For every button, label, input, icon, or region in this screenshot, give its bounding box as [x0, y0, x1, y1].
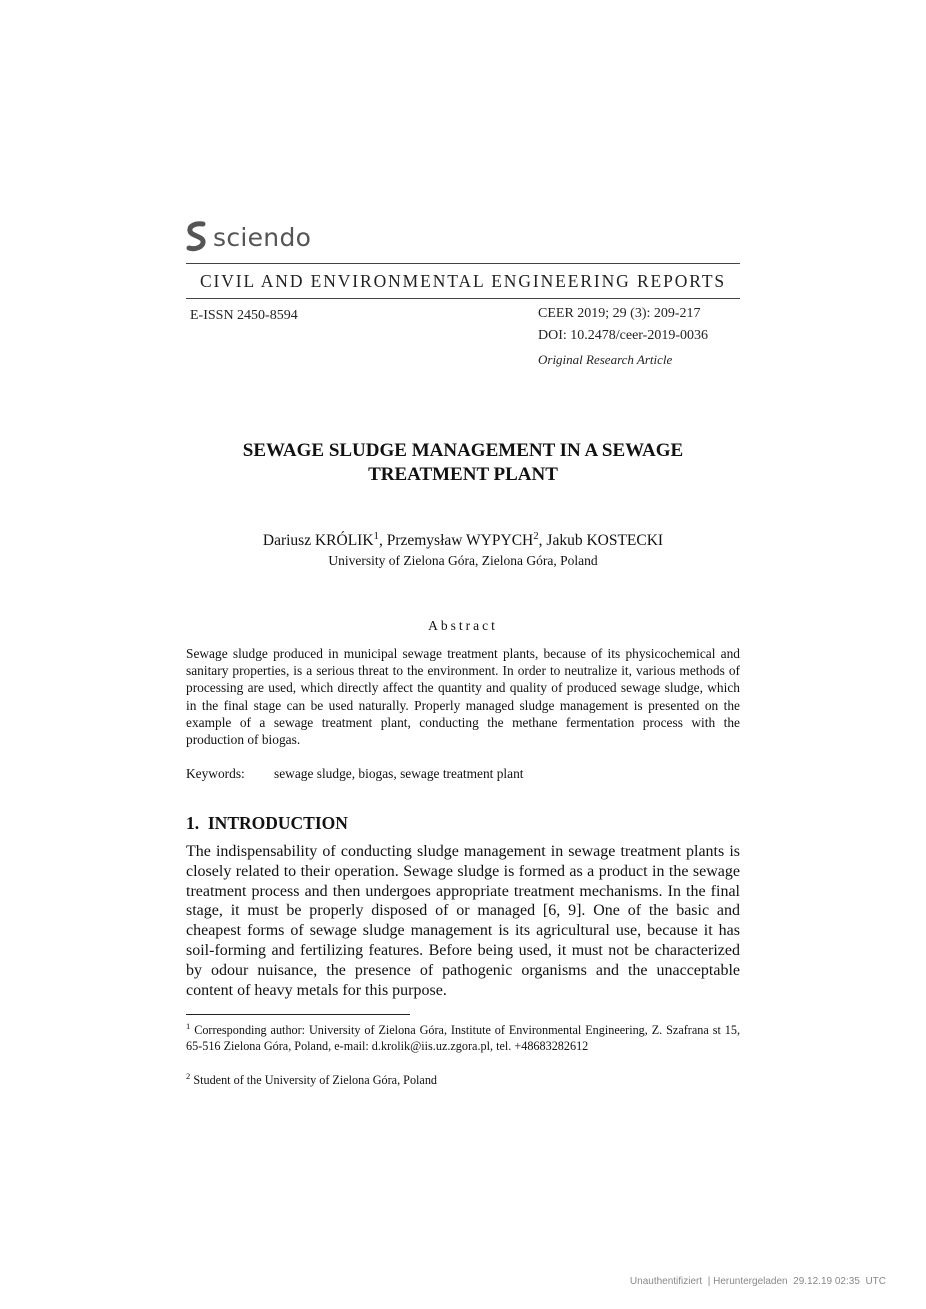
keywords-label: Keywords:: [186, 766, 245, 781]
header-rule-bottom: [186, 298, 740, 299]
download-stamp: Unauthentifiziert | Heruntergeladen 29.12.19 02:35 UTC: [629, 1276, 886, 1287]
author-3: Jakub KOSTECKI: [546, 532, 664, 549]
footnote-1: $^1$ Corresponding author: University of Zielona Góra, Institute of Environmental Engineering, Z. Szafrana st 15, 65-516 Zielona Góra, Poland, e-mail: d.krolik@iis.uz.zgora.pl, tel. +48683282612: [186, 1020, 740, 1053]
author-1: Dariusz KRÓLIK: [262, 532, 374, 549]
article-type: Original Research Article: [538, 352, 673, 367]
abstract-text: Sewage sludge produced in municipal sewage treatment plants, because of its physicochemical and sanitary properties, is a serious threat to the environment. In order to neutralize it, various methods of processing are used, which directly affect the quantity and quality of produced sewage sludge, which in the final stage can be used naturally. Properly managed sludge management is presented on the example of a sewage treatment plant, conducting the methane fermentation process with the production of biogas.: [186, 646, 740, 748]
affiliation: University of Zielona Góra, Zielona Góra, Poland: [328, 553, 598, 568]
publisher-logo: [186, 221, 311, 253]
issn: E-ISSN 2450-8594: [190, 308, 298, 323]
abstract-heading: Abstract: [428, 618, 498, 633]
keywords-value: sewage sludge, biogas, sewage treatment plant: [274, 766, 524, 781]
journal-title: CIVIL AND ENVIRONMENTAL ENGINEERING REPORTS: [199, 271, 727, 291]
logo-text: sciendo: [213, 222, 312, 252]
footnote-2: $^2$ Student of the University of Zielona Góra, Poland: [186, 1070, 438, 1087]
footnote-rule: [186, 1014, 410, 1015]
doi: DOI: 10.2478/ceer-2019-0036: [538, 328, 709, 343]
keywords: [186, 766, 524, 782]
sciendo-s-logo-icon: [186, 221, 208, 253]
article-title: SEWAGE SLUDGE MANAGEMENT IN A SEWAGE TREATMENT PLANT: [242, 440, 684, 485]
citation: CEER 2019; 29 (3): 209-217: [538, 306, 701, 321]
header-rule-top: [186, 263, 740, 264]
section-heading: 1. INTRODUCTION: [186, 813, 348, 833]
author-2: Przemysław WYPYCH: [386, 532, 534, 549]
introduction-text: The indispensability of conducting sludge management in sewage treatment plants is closely related to their operation. Sewage sludge is formed as a product in the sewage treatment process and then undergoes appropriate treatment mechanisms. In the final stage, it must be properly disposed of or managed [6, 9]. One of the basic and cheapest forms of sewage sludge management is its agricultural use, because it has soil-forming and fertilizing features. Before being used, it must not be characterized by odour nuisance, the presence of pathogenic organisms and the unacceptable content of heavy metals for this purpose.: [186, 843, 740, 999]
author-list: Dariusz KRÓLIK$^1$, Przemysław WYPYCH$^2$, Jakub KOSTECKI: [262, 529, 664, 549]
